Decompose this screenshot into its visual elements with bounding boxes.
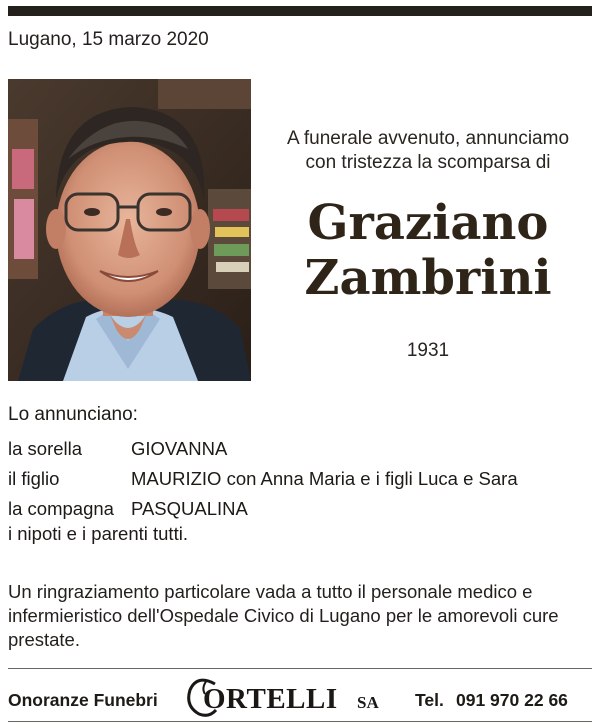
announcers-title: Lo annunciano: [8,404,138,425]
list-item [8,434,518,464]
relation-names: PASQUALINA [131,498,248,519]
funeral-home-logo [191,680,401,716]
footer-label: Onoranze Funebri [8,690,158,710]
relation-names: MAURIZIO con Anna Maria e i figli Luca e Sara [131,468,518,489]
announcers-list [8,434,518,524]
top-rule [8,6,592,16]
thanks-paragraph: Un ringraziamento particolare vada a tutto il personale medico e infermieristico dell'Ospedale Civico di Lugano per le amorevoli cure prestate. [8,581,559,650]
deceased-name [268,196,588,306]
logo-suffix: SA [357,693,379,712]
intro-text [268,127,588,175]
footer-divider [8,668,592,669]
relatives-closing: i nipoti e i parenti tutti. [8,523,188,544]
first-name: Graziano [307,195,549,251]
relation-role: la sorella [8,438,83,459]
relation-role: il figlio [8,468,60,489]
birth-year: 1931 [406,340,450,361]
phone-label: Tel. [415,690,444,710]
list-item [8,464,518,494]
bottom-rule [8,721,592,722]
date-line: Lugano, 15 marzo 2020 [8,29,209,50]
footer [8,680,592,716]
phone-number: 091 970 22 66 [456,690,568,710]
list-item [8,494,518,524]
portrait-photo [8,79,251,381]
intro-line-1: A funerale avvenuto, annunciamo [286,128,570,149]
logo-name: ORTELLI [203,683,338,715]
relation-names: GIOVANNA [131,438,228,459]
last-name: Zambrini [304,250,552,306]
relation-role: la compagna [8,498,114,519]
portrait-photo-icon [8,79,251,381]
intro-line-2: con tristezza la scomparsa di [305,152,551,173]
